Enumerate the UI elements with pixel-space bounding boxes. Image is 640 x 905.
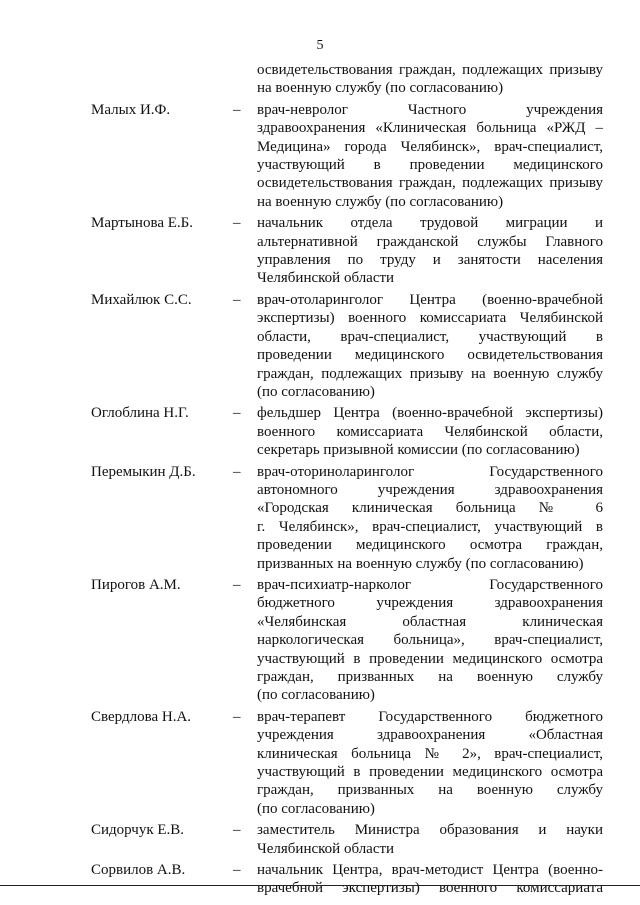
description-line: (по согласованию) [257,383,375,400]
description-line: экспертизы) военного комиссариата Челябинской [257,310,603,327]
member-entry [0,821,640,858]
member-entry [0,291,640,401]
member-name: Перемыкин Д.Б. [91,463,196,480]
description-line: освидетельствования граждан, подлежащих призыву [257,62,603,78]
description-line: врач-отоларинголог Центра (военно-врачебной [257,291,603,308]
member-description [257,463,603,573]
description-line: проведении медицинского осмотра граждан, [257,537,603,554]
page-bottom-rule [0,885,640,886]
description-line: участвующий в проведении медицинского осмотра [257,764,603,781]
description-line: начальник отдела трудовой миграции и [257,215,603,232]
description-line: управления по труду и занятости населения [257,252,603,269]
description-line: участвующий в проведении медицинского [257,157,603,174]
description-line: на военную службу (по согласованию) [257,193,504,210]
dash-separator: – [233,405,241,422]
member-description [257,404,603,459]
description-line: проведении медицинского освидетельствования [257,347,603,364]
description-line: «Городская клиническая больница № 6 [257,500,603,517]
member-entry [0,463,640,573]
dash-separator: – [233,101,241,118]
member-name: Михайлюк С.С. [91,291,192,308]
dash-separator: – [233,576,241,593]
member-entry [0,576,640,705]
description-line: наркологическая больница», врач-специалист, [257,632,603,649]
member-entry [0,708,640,818]
description-line: врачебной экспертизы) военного комиссариата [257,880,603,897]
description-line: учреждения здравоохранения «Областная [257,727,603,744]
description-line: заместитель Министра образования и науки [257,822,603,839]
member-entry [0,404,640,459]
description-line: врач-невролог Частного учреждения [257,101,603,118]
member-name: Оглоблина Н.Г. [91,405,189,422]
dash-separator: – [233,291,241,308]
member-name: Сорвилов А.В. [91,862,186,879]
description-line: Челябинской области [257,840,395,857]
page-number: 5 [316,38,324,53]
dash-separator: – [233,708,241,725]
description-line: (по согласованию) [257,687,375,704]
description-line: призванных на военную службу (по согласованию) [257,555,584,572]
member-description [257,708,603,818]
member-description [257,214,603,288]
description-line: клиническая больница № 2», врач-специалист, [257,745,603,762]
description-line: бюджетного учреждения здравоохранения [257,595,603,612]
member-entry [0,861,640,898]
description-line: врач-психиатр-нарколог Государственного [257,576,603,593]
dash-separator: – [233,862,241,879]
continuation-entry [0,61,640,98]
description-line: врач-терапевт Государственного бюджетного [257,708,603,725]
member-description [257,576,603,705]
member-name: Пирогов А.М. [91,576,181,593]
description-line: Медицина» города Челябинск», врач-специалист, [257,138,603,155]
description-line: граждан, подлежащих призыву на военную службу [257,365,603,382]
member-name: Малых И.Ф. [91,101,171,118]
member-description [257,821,603,858]
member-description [257,101,603,211]
member-name: Свердлова Н.А. [91,708,192,725]
member-name: Мартынова Е.Б. [91,215,194,232]
dash-separator: – [233,215,241,232]
commission-member-list [0,61,640,898]
member-entry [0,101,640,211]
description-line: граждан, призванных на военную службу [257,782,603,799]
description-line: участвующий в проведении медицинского осмотра [257,650,603,667]
description-line: граждан, призванных на военную службу [257,669,603,685]
description-line: (по согласованию) [257,800,375,817]
description-line: альтернативной гражданской службы Главного [257,233,603,250]
description-line: секретарь призывной комиссии (по согласованию) [257,442,580,459]
description-line: г. Челябинск», врач-специалист, участвующий в [257,518,603,535]
description-line: фельдшер Центра (военно-врачебной экспертизы) [257,405,603,422]
member-description [257,291,603,401]
member-entry [0,214,640,288]
description-line: начальник Центра, врач-методист Центра (военно- [257,862,603,879]
dash-separator: – [233,463,241,480]
description-line: освидетельствования граждан, подлежащих призыву [257,175,603,192]
member-description [257,861,603,898]
description-line: «Челябинская областная клиническая [257,613,603,630]
description-line: автономного учреждения здравоохранения [257,481,603,498]
description-line: врач-оториноларинголог Государственного [257,463,603,480]
description-line: здравоохранения «Клиническая больница «РЖД – [257,120,603,137]
continuation-description [257,61,603,98]
description-line: военного комиссариата Челябинской области, [257,423,603,440]
description-line: на военную службу (по согласованию) [257,80,504,97]
dash-separator: – [233,822,241,839]
member-name: Сидорчук Е.В. [91,822,185,839]
description-line: Челябинской области [257,270,395,287]
description-line: области, врач-специалист, участвующий в [257,328,603,345]
